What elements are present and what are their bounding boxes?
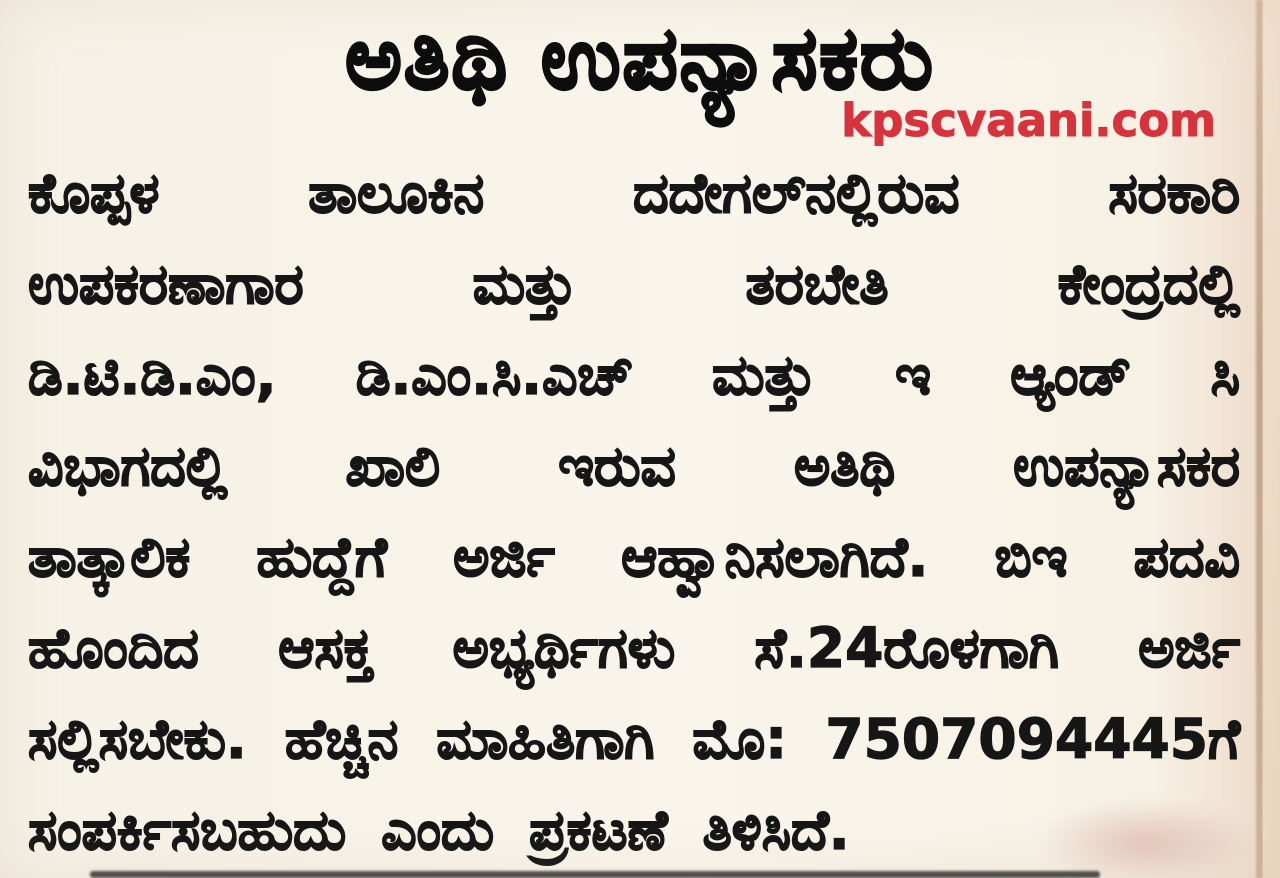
watermark-kpscvaani: kpscvaani.com <box>841 94 1216 147</box>
page-edge-strip <box>1263 0 1280 878</box>
body-line-3: ಡಿ.ಟಿ.ಡಿ.ಎಂ, ಡಿ.ಎಂ.ಸಿ.ಎಚ್ ಮತ್ತು ಇ ಆ್ಯಂಡ್ ಸಿ <box>28 343 1240 407</box>
body-line-7: ಸಲ್ಲಿಸಬೇಕು. ಹೆಚ್ಚಿನ ಮಾಹಿತಿಗಾಗಿ ಮೊ: 7507094445ಗೆ <box>28 707 1240 771</box>
body-line-1: ಕೊಪ್ಪಳ ತಾಲೂಕಿನ ದದೇಗಲ್‌ನಲ್ಲಿರುವ ಸರಕಾರಿ <box>28 161 1240 225</box>
body-line-8: ಸಂಪರ್ಕಿಸಬಹುದು ಎಂದು ಪ್ರಕಟಣೆ ತಿಳಿಸಿದೆ. <box>28 798 850 862</box>
page-fold-line <box>1256 0 1263 878</box>
body-line-5: ತಾತ್ಕಾಲಿಕ ಹುದ್ದೆಗೆ ಅರ್ಜಿ ಆಹ್ವಾನಿಸಲಾಗಿದೆ. ಬಿಇ ಪದವಿ <box>28 525 1240 589</box>
body-line-4: ವಿಭಾಗದಲ್ಲಿ ಖಾಲಿ ಇರುವ ಅತಿಥಿ ಉಪನ್ಯಾಸಕರ <box>28 434 1240 498</box>
article-body <box>28 148 1240 876</box>
body-line-6: ಹೊಂದಿದ ಆಸಕ್ತ ಅಭ್ಯರ್ಥಿಗಳು ಸೆ.24ರೊಳಗಾಗಿ ಅರ್ಜಿ <box>28 616 1240 680</box>
article-headline: ಅತಿಥಿ ಉಪನ್ಯಾಸಕರು <box>345 9 935 109</box>
photo-smudge <box>1036 798 1256 878</box>
body-line-2: ಉಪಕರಣಾಗಾರ ಮತ್ತು ತರಬೇತಿ ಕೇಂದ್ರದಲ್ಲಿ <box>28 252 1240 316</box>
cropped-next-line <box>90 871 1100 878</box>
